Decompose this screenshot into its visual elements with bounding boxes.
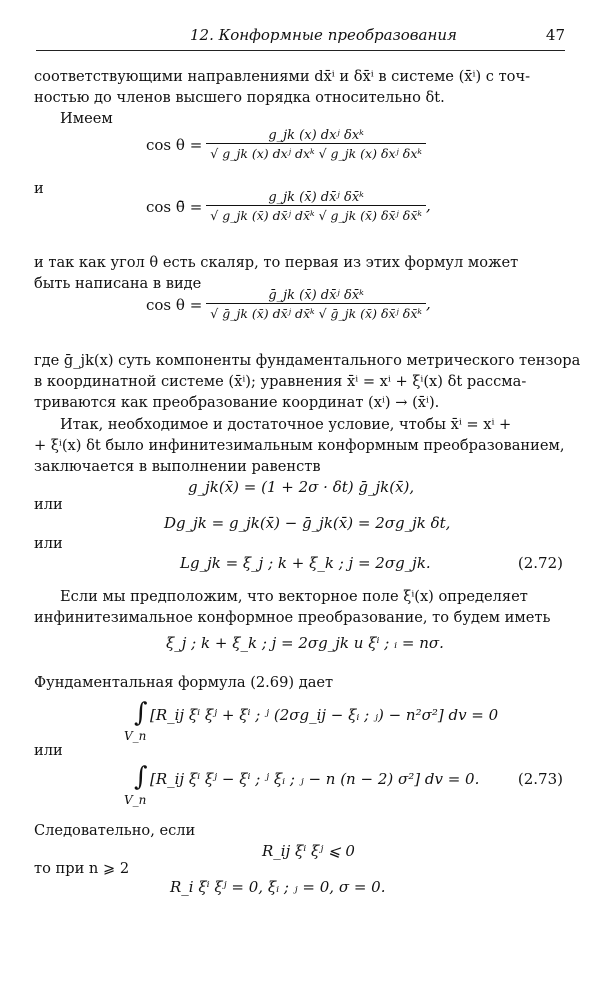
equation-cos-theta: cos θ = $\frac{\text{g\_jk (x) dxʲ δxᵏ}}{\text{√ g\_jk (x) dxʲ dxᵏ √ g\_jk (x) δxʲ δxᵏ}}$ — [146, 128, 426, 161]
equation-dg: Dg_jk = g_jk(x̄) − ḡ_jk(x̄) = 2σg_jk δt, — [164, 514, 451, 532]
text-line: и так как угол θ есть скаляр, то первая из этих формул может — [34, 254, 519, 271]
integral-domain: V_n — [124, 729, 147, 743]
text-line: заключается в выполнении равенств — [34, 458, 321, 475]
equation-lie-derivative: Lg_jk = ξ_j ; k + ξ_k ; j = 2σg_jk. — [180, 554, 431, 572]
page-number: 47 — [545, 26, 565, 44]
text-line: соответствующими направлениями dx̄ⁱ и δx̄ⁱ в системе (x̄ⁱ) с точ- — [34, 68, 531, 85]
text-line: или — [34, 496, 63, 513]
equation-integral-2: [R_ij ξⁱ ξʲ − ξⁱ ; ʲ ξᵢ ; ⱼ − n (n − 2) σ²] dv = 0. — [150, 770, 480, 788]
equation-number: (2.72) — [517, 554, 563, 572]
text-line: или — [34, 535, 63, 552]
integral-sign: ∫ — [134, 698, 148, 728]
equation-metric-relation: g_jk(x̄) = (1 + 2σ · δt) ḡ_jk(x̄), — [188, 478, 415, 496]
text-line: Следовательно, если — [34, 822, 196, 839]
equation-integral-1: [R_ij ξⁱ ξʲ + ξⁱ ; ʲ (2σg_ij − ξᵢ ; ⱼ) − n²σ²] dv = 0 — [150, 706, 499, 724]
text-line: Если мы предположим, что векторное поле ξⁱ(x) определяет — [60, 588, 528, 605]
equation-number: (2.73) — [517, 770, 563, 788]
text-line: Имеем — [60, 110, 113, 127]
running-header — [36, 26, 565, 48]
text-line: Фундаментальная формула (2.69) дает — [34, 674, 334, 691]
equation-cos-theta-bar: cos θ̄ = $\frac{\text{g\_jk (x̄) dx̄ʲ δx̄ᵏ}}{\text{√ g\_jk (x̄) dx̄ʲ dx̄ᵏ √ g\_jk (x̄) δx̄ʲ δx̄ᵏ}}$ , — [146, 190, 431, 223]
equation-inequality: R_ij ξⁱ ξʲ ⩽ 0 — [262, 842, 355, 860]
text-line: то при n ⩾ 2 — [34, 860, 130, 877]
equation-conclusion: R_i ξⁱ ξʲ = 0, ξᵢ ; ⱼ = 0, σ = 0. — [170, 878, 386, 896]
text-line: Итак, необходимое и достаточное условие, чтобы x̄ⁱ = xⁱ + — [60, 416, 512, 433]
text-line: в координатной системе (x̄ⁱ); уравнения x̄ⁱ = xⁱ + ξⁱ(x) δt рассма- — [34, 373, 527, 390]
text-line: или — [34, 742, 63, 759]
text-line: быть написана в виде — [34, 275, 202, 292]
integral-domain: V_n — [124, 793, 147, 807]
text-line: где ḡ_jk(x) суть компоненты фундаментального метрического тензора — [34, 352, 581, 369]
integral-sign: ∫ — [134, 762, 148, 792]
equation-killing-conformal: ξ_j ; k + ξ_k ; j = 2σg_jk и ξⁱ ; ᵢ = nσ. — [166, 634, 444, 652]
text-line: триваются как преобразование координат (xⁱ) → (x̄ⁱ). — [34, 394, 440, 411]
section-title: 12. Конформные преобразования — [190, 26, 457, 44]
text-line: и — [34, 180, 44, 197]
header-rule — [36, 50, 565, 51]
text-line: + ξⁱ(x) δt было инфинитезимальным конформным преобразованием, — [34, 437, 565, 454]
equation-cos-theta-gbar: cos θ = $\frac{\text{ḡ\_jk (x̄) dx̄ʲ δx̄ᵏ}}{\text{√ ḡ\_jk (x̄) dx̄ʲ dx̄ᵏ √ ḡ\_jk (x̄) δx̄ʲ δx̄ᵏ}}$ , — [146, 288, 431, 321]
text-line: ностью до членов высшего порядка относительно δt. — [34, 89, 445, 106]
text-line: инфинитезимальное конформное преобразование, то будем иметь — [34, 609, 551, 626]
